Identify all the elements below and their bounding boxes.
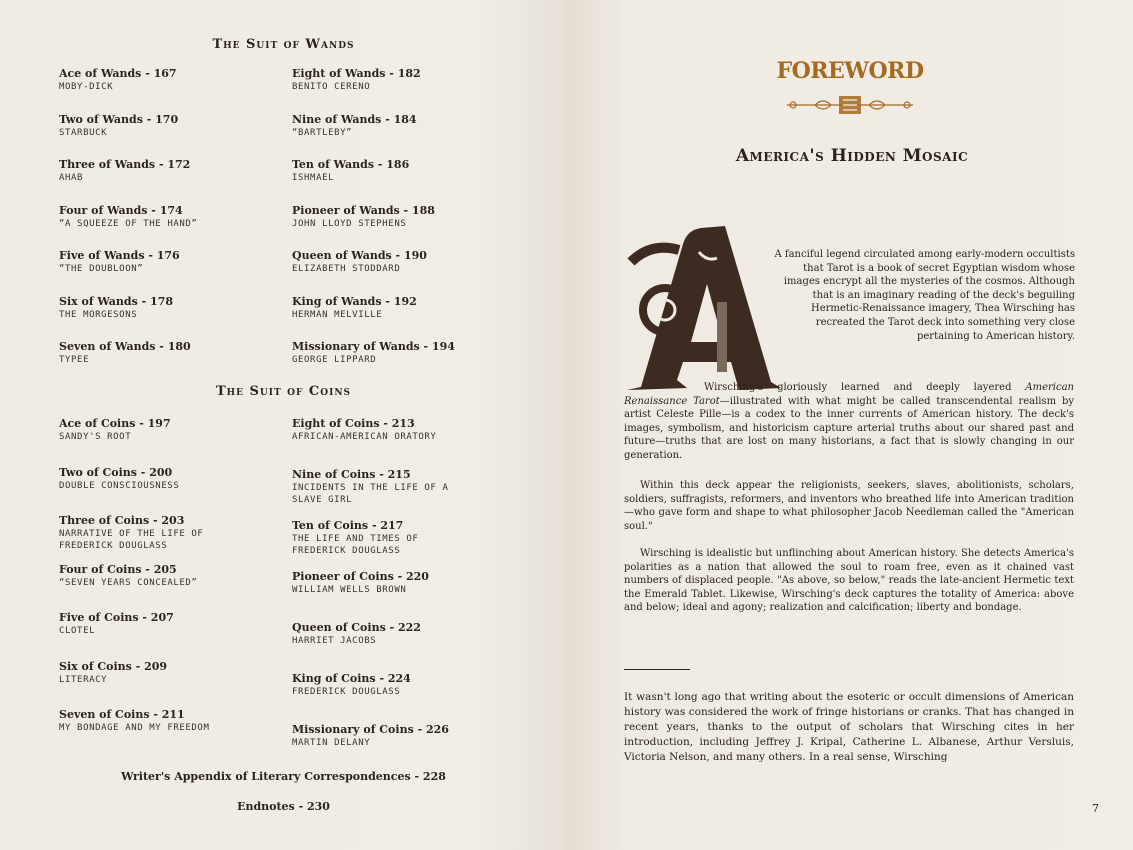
card-subtitle: TYPEE [59,355,90,365]
card-entry [292,204,522,230]
card-title: Queen of Coins - 222 [292,621,421,634]
card-entry [292,468,522,506]
card-entry [292,570,522,596]
card-subtitle: ELIZABETH STODDARD [292,264,401,274]
chapter-subtitle: America's Hidden Mosaic [735,146,969,166]
card-subtitle: “THE DOUBLOON” [59,264,144,274]
card-subtitle: AFRICAN-AMERICAN ORATORY [292,432,437,442]
drop-cap-a-icon [621,222,781,397]
card-entry [59,158,289,184]
card-title: Nine of Coins - 215 [292,468,411,481]
card-subtitle: MARTIN DELANY [292,738,371,748]
card-subtitle: THE MORGESONS [59,309,138,320]
card-title: Four of Coins - 205 [59,562,177,576]
card-entry [59,67,289,93]
card-entry [292,340,522,366]
card-subtitle: FREDERICK DOUGLASS [292,687,401,697]
card-subtitle: JOHN LLOYD STEPHENS [292,218,407,229]
card-title: Ace of Coins - 197 [59,417,171,430]
paragraph-3: Within this deck appear the religionists, seekers, slaves, abolitionists, scholars, soldiers, suffragists, reformers, and inventors who breathed life into American tradition—who gave form and shape to what philosopher Jacob Needleman called the "American soul." [624,480,1074,532]
card-entry [292,621,522,647]
card-entry [59,514,289,552]
card-subtitle: HARRIET JACOBS [292,636,377,646]
card-subtitle: DOUBLE CONSCIOUSNESS [59,480,180,491]
card-subtitle: WILLIAM WELLS BROWN [292,585,407,595]
coins-heading: The Suit of Coins [215,384,352,399]
card-title: Five of Wands - 176 [59,249,180,262]
card-title: Three of Wands - 172 [59,158,191,171]
card-subtitle: NARRATIVE OF THE LIFE OF FREDERICK DOUGLASS [59,529,204,551]
intro-paragraph: A fanciful legend circulated among early-modern occultists that Tarot is a book of secret Egyptian wisdom whose images encrypt all the mysteries of the cosmos. Although that is an imaginary reading of the deck's beguiling Hermetic-Renaissance imagery, Thea Wirsching has recreated the Tarot deck into something very close pertaining to American history. [774,249,1075,342]
card-title: Four of Wands - 174 [59,203,183,217]
card-title: Seven of Wands - 180 [59,340,191,353]
card-title: Two of Wands - 170 [59,112,179,126]
card-title: Ten of Wands - 186 [292,158,410,171]
card-entry [59,417,289,443]
card-entry [59,295,289,321]
card-entry [59,204,289,230]
card-entry [292,417,522,443]
card-subtitle: SANDY'S ROOT [59,432,132,442]
card-entry [292,723,522,749]
card-entry [292,67,522,93]
card-entry [292,249,522,275]
card-entry [59,466,289,492]
ornamental-flourish-icon [785,94,915,116]
section-divider [624,669,690,670]
card-title: Six of Coins - 209 [59,659,168,673]
card-subtitle: AHAB [59,173,84,183]
card-title: King of Coins - 224 [292,672,411,685]
card-subtitle: HERMAN MELVILLE [292,309,383,320]
card-entry [59,340,289,366]
card-entry [59,113,289,139]
card-subtitle: INCIDENTS IN THE LIFE OF A SLAVE GIRL [292,483,449,505]
card-entry [59,611,289,637]
card-title: Pioneer of Coins - 220 [292,570,429,583]
card-subtitle: ISHMAEL [292,173,335,183]
right-page [567,0,1133,850]
card-title: Missionary of Wands - 194 [292,340,455,353]
card-entry [292,672,522,698]
card-title: Nine of Wands - 184 [292,112,417,126]
card-subtitle: “A SQUEEZE OF THE HAND” [59,218,198,229]
card-title: Five of Coins - 207 [59,611,174,624]
card-entry [292,295,522,321]
card-subtitle: “SEVEN YEARS CONCEALED” [59,577,198,588]
card-entry [59,249,289,275]
card-title: Pioneer of Wands - 188 [292,203,435,217]
foreword-title: FOREWORD [776,58,924,84]
card-title: Six of Wands - 178 [59,294,174,308]
card-title: Missionary of Coins - 226 [292,723,449,736]
card-subtitle: BENITO CERENO [292,82,371,92]
card-title: Queen of Wands - 190 [292,249,427,262]
card-entry [292,113,522,139]
card-entry [292,519,522,557]
card-subtitle: CLOTEL [59,626,96,636]
card-title: Ace of Wands - 167 [59,67,177,80]
wands-heading: The Suit of Wands [212,37,355,52]
card-entry [292,158,522,184]
paragraph-4: Wirsching is idealistic but unflinching about American history. She detects America's polarities as a nation that allowed the soul to roam free, even as it chained vast numbers of displaced people. "As above, so below," reads the late-ancient Hermetic text the Emerald Tablet. Likewise, Wirsching's deck captures the totality of America: above and below; ideal and agony; realization and calcification; liberty and bondage. [624,548,1074,614]
page-number: 7 [1092,802,1099,815]
appendix-entry: Writer's Appendix of Literary Correspondences - 228 [121,770,446,783]
card-subtitle: GEORGE LIPPARD [292,355,377,365]
card-subtitle: THE LIFE AND TIMES OF FREDERICK DOUGLASS [292,534,419,556]
endnotes-entry: Endnotes - 230 [237,800,330,813]
card-subtitle: STARBUCK [59,127,108,138]
card-entry [59,708,289,734]
card-title: Three of Coins - 203 [59,514,185,527]
card-title: Ten of Coins - 217 [292,519,404,532]
bottom-paragraph: It wasn't long ago that writing about the esoteric or occult dimensions of American history was considered the work of fringe historians or cranks. That has changed in recent years, thanks to the output of scholars that Wirsching cites in her introduction, including Jeffrey J. Kripal, Catherine L. Albanese, Arthur Versluis, Victoria Nelson, and many others. In a real sense, Wirsching [624,691,1074,763]
paragraph-2: Wirsching's gloriously learned and deeply layered American Renaissance Tarot—illustrated with what might be called transcendental realism by artist Celeste Pille—is a codex to the inner currents of American history. The deck's images, symbolism, and historicism capture arterial truths about our shared past and future—truths that are lost on many historians, a fact that is slowly changing in our generation. [624,382,1074,461]
card-subtitle: LITERACY [59,674,108,685]
card-title: Two of Coins - 200 [59,465,173,479]
card-title: King of Wands - 192 [292,294,417,308]
card-subtitle: MY BONDAGE AND MY FREEDOM [59,723,210,733]
card-subtitle: MOBY-DICK [59,82,114,92]
card-subtitle: “BARTLEBY” [292,127,353,138]
card-entry [59,660,289,686]
card-entry [59,563,289,589]
card-title: Eight of Coins - 213 [292,417,415,430]
card-title: Eight of Wands - 182 [292,67,421,80]
card-title: Seven of Coins - 211 [59,708,185,721]
